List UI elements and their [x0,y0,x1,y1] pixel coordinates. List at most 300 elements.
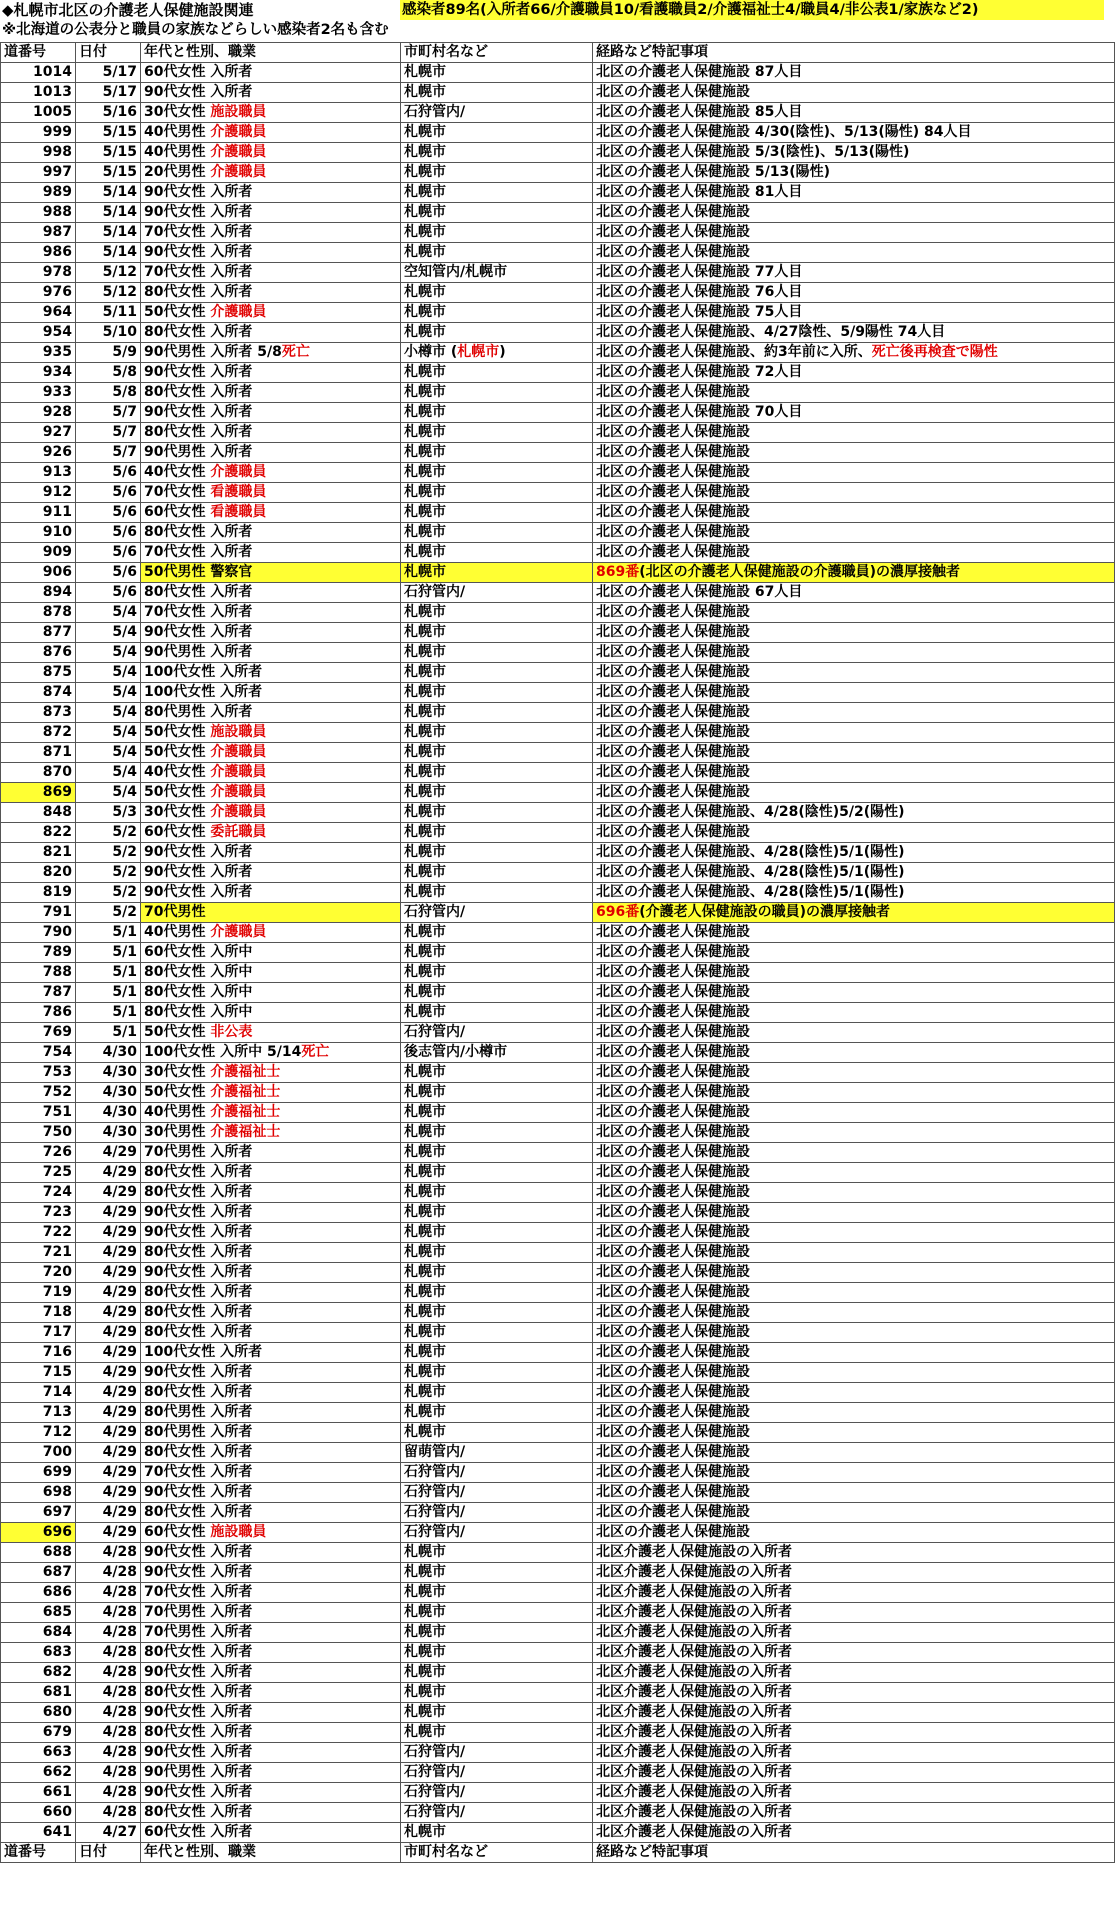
date-cell [76,1423,141,1443]
case-number-cell [1,743,76,763]
profile-cell [141,1643,401,1663]
city-cell [401,1003,593,1023]
route-text: 北区の介護老人保健施設、4/28(陰性)5/1(陽性) [596,844,905,860]
profile-cell [141,943,401,963]
route-cell [593,303,1115,323]
city-cell [401,983,593,1003]
profile-text: 90代女性 入所者 [144,884,253,900]
profile-highlight: 施設職員 [210,104,267,120]
profile-cell [141,1023,401,1043]
city-text: 札幌市 [404,404,446,420]
profile-cell [141,1663,401,1683]
table-row [1,543,1115,563]
profile-cell [141,63,401,83]
route-text: (介護老人保健施設の職員)の濃厚接触者 [639,904,891,920]
profile-text: 60代女性 入所者 [144,64,253,80]
date-cell [76,283,141,303]
city-cell [401,1323,593,1343]
profile-cell [141,1103,401,1123]
profile-highlight: 死亡 [281,344,310,360]
date-cell [76,1763,141,1783]
table-row [1,1203,1115,1223]
profile-cell [141,1383,401,1403]
table-row [1,883,1115,903]
city-cell [401,1163,593,1183]
case-number: 754 [42,1044,72,1060]
case-number-cell [1,683,76,703]
city-text: 札幌市 [404,1304,446,1320]
date-cell [76,1343,141,1363]
route-highlight: 696番 [596,904,640,920]
city-cell [401,1463,593,1483]
report-date: 5/6 [112,484,137,500]
case-number: 712 [42,1424,72,1440]
report-date: 5/1 [112,984,137,1000]
city-cell [401,1443,593,1463]
route-text: 北区の介護老人保健施設、4/28(陰性)5/1(陽性) [596,884,905,900]
report-date: 5/11 [102,304,137,320]
report-date: 5/17 [102,64,137,80]
report-date: 5/7 [112,444,137,460]
profile-cell [141,1143,401,1163]
column-header-date: 日付 [76,43,141,63]
table-row [1,663,1115,683]
case-number: 685 [42,1604,72,1620]
city-cell [401,843,593,863]
table-row [1,463,1115,483]
route-cell [593,1383,1115,1403]
city-text: 札幌市 [404,484,446,500]
route-text: 北区の介護老人保健施設 85人目 [596,104,803,120]
profile-text: 50代女性 [144,784,211,800]
profile-text: 80代女性 入所者 [144,1284,253,1300]
case-number: 820 [42,864,72,880]
date-cell [76,1683,141,1703]
route-cell [593,203,1115,223]
table-row [1,163,1115,183]
route-text: 北区の介護老人保健施設 [596,1324,750,1340]
city-text: 札幌市 [404,1344,446,1360]
city-text: 札幌市 [404,1144,446,1160]
city-text: 札幌市 [404,1124,446,1140]
date-cell [76,1523,141,1543]
case-number: 718 [42,1304,72,1320]
date-cell [76,1503,141,1523]
date-cell [76,223,141,243]
report-date: 4/28 [102,1584,137,1600]
table-row [1,1043,1115,1063]
table-row [1,1483,1115,1503]
city-cell [401,1263,593,1283]
city-cell [401,1763,593,1783]
case-number-cell [1,1223,76,1243]
route-cell [593,763,1115,783]
case-number: 989 [42,184,72,200]
table-row [1,403,1115,423]
route-cell [593,1523,1115,1543]
route-cell [593,1403,1115,1423]
profile-text: 60代女性 [144,1524,211,1540]
date-cell [76,983,141,1003]
profile-text: 90代女性 入所者 [144,1264,253,1280]
table-row [1,1583,1115,1603]
route-cell [593,1003,1115,1023]
case-number-cell [1,363,76,383]
case-number-cell [1,263,76,283]
route-cell [593,1503,1115,1523]
city-text: 札幌市 [404,844,446,860]
profile-text: 80代女性 入所者 [144,584,253,600]
route-text: 北区の介護老人保健施設 [596,1264,750,1280]
profile-highlight: 介護職員 [210,124,267,140]
table-row [1,563,1115,583]
route-text: 北区の介護老人保健施設 [596,724,750,740]
report-date: 5/6 [112,524,137,540]
profile-text: 100代女性 入所者 [144,684,263,700]
report-date: 5/4 [112,624,137,640]
profile-cell [141,1503,401,1523]
report-date: 5/4 [112,604,137,620]
city-text: 石狩管内/ [404,1764,466,1780]
report-date: 4/29 [102,1204,137,1220]
date-cell [76,1103,141,1123]
city-text: 石狩管内/ [404,104,466,120]
profile-cell [141,1283,401,1303]
city-text: 札幌市 [404,1384,446,1400]
table-footer-row [1,1843,1115,1863]
case-number: 998 [42,144,72,160]
case-number-cell [1,523,76,543]
route-cell [593,1323,1115,1343]
profile-text: 80代女性 入所者 [144,324,253,340]
table-row [1,643,1115,663]
case-number-cell [1,1203,76,1223]
table-row [1,1723,1115,1743]
case-number: 869 [42,784,72,800]
city-cell [401,103,593,123]
route-text: 北区の介護老人保健施設 [596,1464,750,1480]
case-number-cell [1,1163,76,1183]
profile-text: 60代女性 [144,824,211,840]
route-text: 北区の介護老人保健施設 [596,1084,750,1100]
profile-cell [141,303,401,323]
route-cell [593,1223,1115,1243]
city-cell [401,223,593,243]
case-number-cell [1,643,76,663]
route-cell [593,683,1115,703]
route-cell [593,1303,1115,1323]
case-number-cell [1,343,76,363]
profile-cell [141,143,401,163]
city-cell [401,1743,593,1763]
case-number-cell [1,563,76,583]
city-text: 札幌市 [404,1424,446,1440]
city-text: 札幌市 [404,1244,446,1260]
city-text: 札幌市 [404,524,446,540]
profile-cell [141,1463,401,1483]
date-cell [76,1743,141,1763]
route-text: 北区の介護老人保健施設 [596,1504,750,1520]
route-cell [593,1823,1115,1843]
route-cell [593,1343,1115,1363]
case-number: 787 [42,984,72,1000]
route-cell [593,823,1115,843]
report-date: 4/29 [102,1444,137,1460]
profile-cell [141,583,401,603]
city-text: 札幌市 [404,1704,446,1720]
profile-cell [141,1523,401,1543]
case-number-cell [1,1003,76,1023]
case-number-cell [1,1323,76,1343]
profile-cell [141,503,401,523]
profile-cell [141,243,401,263]
case-number: 682 [42,1664,72,1680]
report-date: 5/1 [112,924,137,940]
profile-cell [141,863,401,883]
route-cell [593,1643,1115,1663]
report-date: 5/14 [102,184,137,200]
case-number-cell [1,203,76,223]
city-text: 札幌市 [404,304,446,320]
profile-cell [141,123,401,143]
table-row [1,1223,1115,1243]
route-highlight: 869番 [596,564,640,580]
profile-highlight: 介護職員 [210,924,267,940]
report-date: 4/27 [102,1824,137,1840]
city-cell [401,1643,593,1663]
date-cell [76,1243,141,1263]
route-cell [593,463,1115,483]
case-number-cell [1,283,76,303]
table-row [1,763,1115,783]
case-number-cell [1,1503,76,1523]
date-cell [76,1663,141,1683]
city-text: 空知管内/札幌市 [404,264,508,280]
route-text: 北区の介護老人保健施設 [596,1244,750,1260]
table-row [1,1823,1115,1843]
report-date: 5/16 [102,104,137,120]
city-cell [401,1223,593,1243]
case-number-cell [1,1083,76,1103]
case-number: 978 [42,264,72,280]
case-number-cell [1,1183,76,1203]
date-cell [76,243,141,263]
route-text: 北区の介護老人保健施設 [596,964,750,980]
table-row [1,1803,1115,1823]
city-text: 札幌市 [404,944,446,960]
route-cell [593,483,1115,503]
city-cell [401,1123,593,1143]
profile-text: 20代男性 [144,164,211,180]
case-number-cell [1,1123,76,1143]
route-cell [593,103,1115,123]
date-cell [76,423,141,443]
route-cell [593,143,1115,163]
table-row [1,943,1115,963]
city-cell [401,343,593,363]
profile-cell [141,883,401,903]
case-number: 661 [42,1784,72,1800]
case-number-cell [1,1643,76,1663]
case-number-cell [1,1683,76,1703]
case-number: 680 [42,1704,72,1720]
table-row [1,1443,1115,1463]
profile-cell [141,1423,401,1443]
profile-text: 80代女性 入所者 [144,384,253,400]
city-cell [401,1783,593,1803]
table-row [1,1763,1115,1783]
report-date: 4/28 [102,1764,137,1780]
route-text: 北区の介護老人保健施設 67人目 [596,584,803,600]
case-number-cell [1,1803,76,1823]
report-date: 4/28 [102,1744,137,1760]
route-cell [593,703,1115,723]
route-cell [593,523,1115,543]
route-text: 北区介護老人保健施設の入所者 [596,1624,792,1640]
city-cell [401,963,593,983]
case-number: 894 [42,584,72,600]
profile-cell [141,383,401,403]
date-cell [76,463,141,483]
city-cell [401,1483,593,1503]
report-date: 4/29 [102,1324,137,1340]
profile-text: 90代女性 入所者 [144,1484,253,1500]
city-text: 札幌市 [404,1604,446,1620]
profile-cell [141,343,401,363]
case-number: 684 [42,1624,72,1640]
city-cell [401,1603,593,1623]
date-cell [76,523,141,543]
city-text: 札幌市 [404,1404,446,1420]
route-cell [593,1463,1115,1483]
profile-text: 80代男性 入所者 [144,1424,253,1440]
case-number-cell [1,1523,76,1543]
case-number-cell [1,723,76,743]
cases-table-body [1,43,1115,1843]
table-row [1,1323,1115,1343]
profile-cell [141,1543,401,1563]
date-cell [76,1083,141,1103]
report-date: 4/28 [102,1604,137,1620]
city-text: 札幌市 [404,224,446,240]
date-cell [76,1163,141,1183]
date-cell [76,783,141,803]
route-text: 北区の介護老人保健施設 77人目 [596,264,803,280]
profile-cell [141,1603,401,1623]
profile-text: 90代女性 入所者 [144,244,253,260]
case-number: 679 [42,1724,72,1740]
route-text: 北区の介護老人保健施設 [596,1524,750,1540]
city-text: 札幌市 [404,1684,446,1700]
route-text: 北区の介護老人保健施設 [596,84,750,100]
table-row [1,1503,1115,1523]
city-cell [401,443,593,463]
profile-text: 40代男性 [144,924,211,940]
date-cell [76,1783,141,1803]
case-number-cell [1,1343,76,1363]
route-text: 北区の介護老人保健施設 [596,1124,750,1140]
case-number-cell [1,1283,76,1303]
profile-text: 90代男性 入所者 5/8 [144,344,282,360]
route-text: 北区の介護老人保健施設、4/28(陰性)5/2(陽性) [596,804,905,820]
date-cell [76,1483,141,1503]
case-number-cell [1,703,76,723]
route-cell [593,1023,1115,1043]
date-cell [76,163,141,183]
city-cell [401,503,593,523]
city-cell [401,463,593,483]
route-cell [593,623,1115,643]
date-cell [76,1023,141,1043]
case-number: 789 [42,944,72,960]
city-cell [401,883,593,903]
city-cell [401,123,593,143]
city-text: 留萌管内/ [404,1444,466,1460]
case-number-cell [1,1483,76,1503]
date-cell [76,903,141,923]
city-cell [401,643,593,663]
route-cell [593,663,1115,683]
profile-cell [141,1343,401,1363]
city-text: 札幌市 [404,864,446,880]
profile-text: 80代女性 入所者 [144,1504,253,1520]
table-row [1,363,1115,383]
route-text: 北区の介護老人保健施設 [596,824,750,840]
city-text: 石狩管内/ [404,1484,466,1500]
profile-cell [141,1583,401,1603]
city-text: 札幌市 [404,1824,446,1840]
case-number-cell [1,503,76,523]
city-cell [401,203,593,223]
date-cell [76,1703,141,1723]
case-number: 724 [42,1184,72,1200]
city-text: 札幌市 [404,1004,446,1020]
case-number: 722 [42,1224,72,1240]
date-cell [76,663,141,683]
table-row [1,183,1115,203]
city-cell [401,163,593,183]
date-cell [76,203,141,223]
city-cell [401,523,593,543]
date-cell [76,363,141,383]
profile-cell [141,1003,401,1023]
case-number: 909 [42,544,72,560]
profile-cell [141,1623,401,1643]
date-cell [76,703,141,723]
city-text: 札幌市 [404,824,446,840]
route-text: 北区の介護老人保健施設 [596,1204,750,1220]
route-cell [593,1723,1115,1743]
date-cell [76,1063,141,1083]
case-number-cell [1,1443,76,1463]
profile-text: 80代女性 入所者 [144,1804,253,1820]
profile-text: 100代女性 入所者 [144,664,263,680]
city-cell [401,903,593,923]
case-number: 1014 [33,64,72,80]
profile-text: 70代男性 入所者 [144,1144,253,1160]
report-date: 4/29 [102,1484,137,1500]
route-text: 北区の介護老人保健施設、4/28(陰性)5/1(陽性) [596,864,905,880]
route-cell [593,1263,1115,1283]
case-number: 721 [42,1244,72,1260]
profile-text: 70代女性 入所者 [144,604,253,620]
table-row [1,243,1115,263]
date-cell [76,843,141,863]
profile-cell [141,923,401,943]
report-date: 5/1 [112,964,137,980]
profile-text: 90代女性 入所者 [144,404,253,420]
date-cell [76,1003,141,1023]
